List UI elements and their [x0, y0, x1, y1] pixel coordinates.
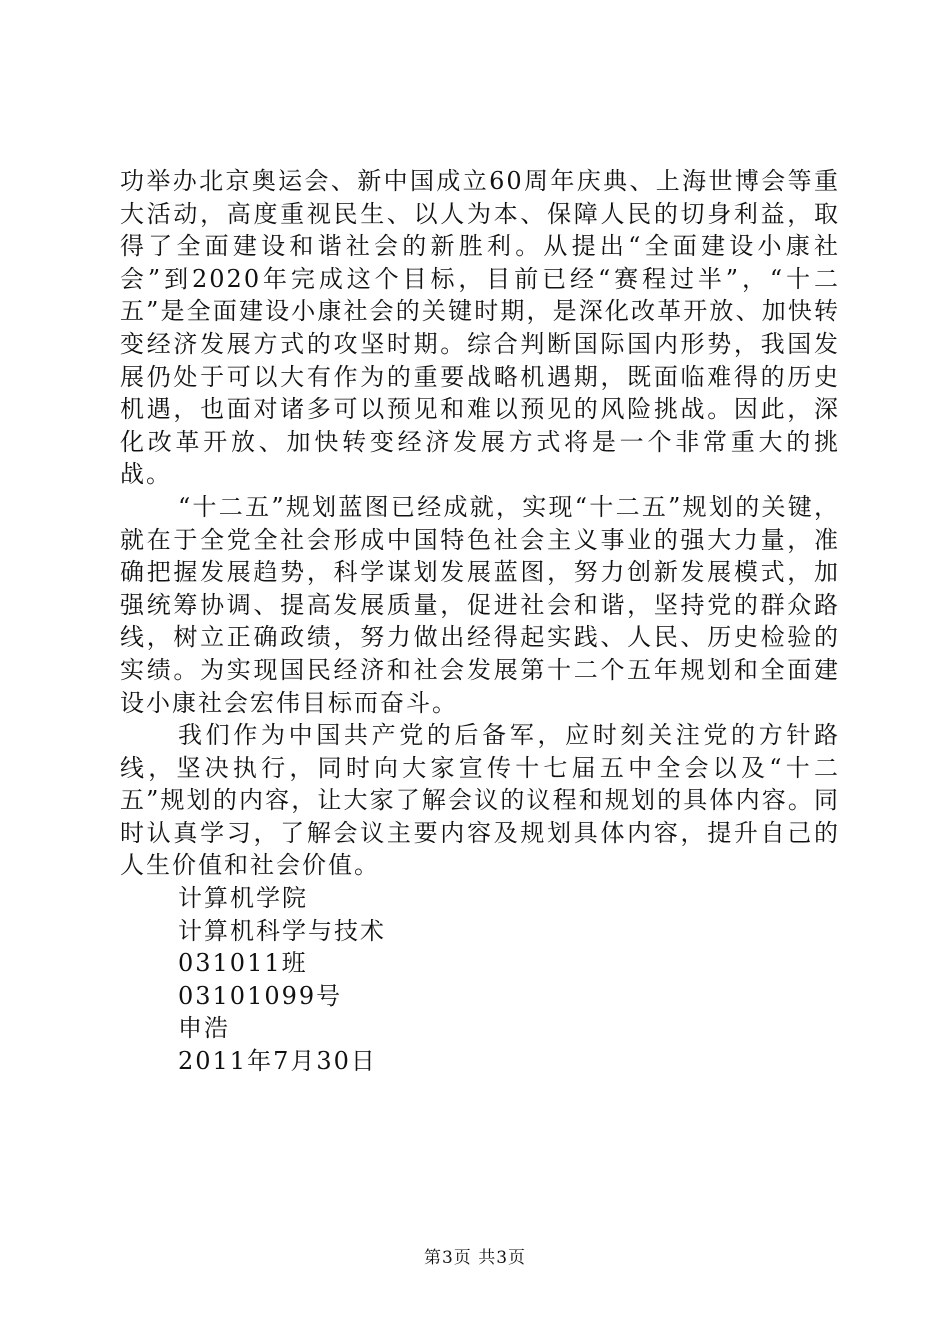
signature-student-number: 03101099号: [178, 981, 343, 1010]
signature-name: 申浩: [178, 1014, 230, 1043]
page-footer: 第3页 共3页: [423, 1248, 527, 1268]
document-body: [120, 165, 840, 1078]
paragraph-2: “十二五”规划蓝图已经成就，实现“十二五”规划的关键，就在于全党全社会形成中国特色社会主义事业的强大力量，准确把握发展趋势，科学谋划发展蓝图，努力创新发展模式，加强统筹协调、提高发展质量，促进社会和谐，坚持党的群众路线，树立正确政绩，努力做出经得起实践、人民、历史检验的实绩。为实现国民经济和社会发展第十二个五年规划和全面建设小康社会宏伟目标而奋斗。: [120, 492, 840, 717]
signature-date: 2011年7月30日: [178, 1047, 377, 1076]
paragraph-1: 功举办北京奥运会、新中国成立60周年庆典、上海世博会等重大活动，高度重视民生、以人为本、保障人民的切身利益，取得了全面建设和谐社会的新胜利。从提出“全面建设小康社会”到2020年完成这个目标，目前已经“赛程过半”，“十二五”是全面建设小康社会的关键时期，是深化改革开放、加快转变经济发展方式的攻坚时期。综合判断国际国内形势，我国发展仍处于可以大有作为的重要战略机遇期，既面临难得的历史机遇，也面对诸多可以预见和难以预见的风险挑战。因此，深化改革开放、加快转变经济发展方式将是一个非常重大的挑战。: [120, 167, 840, 489]
signature-class: 031011班: [178, 949, 308, 978]
signature-major: 计算机科学与技术: [178, 916, 386, 945]
signature-school: 计算机学院: [178, 884, 308, 913]
signature-block: [120, 882, 840, 1078]
paragraph-3: 我们作为中国共产党的后备军，应时刻关注党的方针路线，坚决执行，同时向大家宣传十七届五中全会以及“十二五”规划的内容，让大家了解会议的议程和规划的具体内容。同时认真学习，了解会议主要内容及规划具体内容，提升自己的人生价值和社会价值。: [120, 721, 840, 880]
